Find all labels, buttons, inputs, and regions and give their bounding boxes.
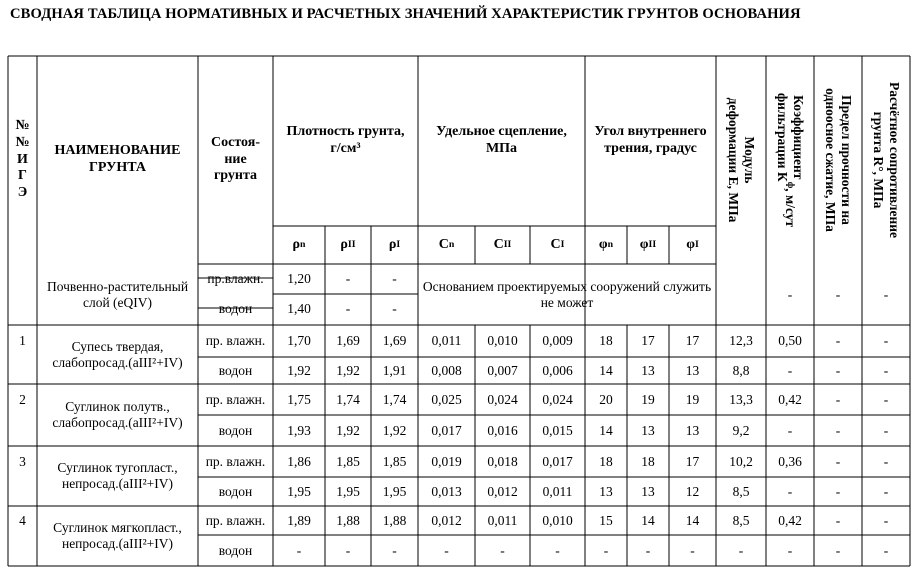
row-0-name: Почвенно-растительный слой (eQIV) <box>46 278 189 310</box>
row-2-phi_n: 20 <box>599 391 613 407</box>
row-4-c_n: 0,012 <box>431 512 462 528</box>
row-1-c_II: 0,010 <box>487 333 518 349</box>
row-0-rho-I: - <box>392 271 397 287</box>
row-3-resistance: - <box>883 453 889 469</box>
row-3-c_I: 0,017 <box>542 453 573 469</box>
row-1-filtration: - <box>787 362 793 378</box>
row-4-name: Суглинок мягкопласт., непросад.(aIII²+IV) <box>53 520 182 551</box>
row-3-rho_II: 1,95 <box>336 483 360 499</box>
header-cohesion: Удельное сцепление, МПа <box>436 124 567 156</box>
row-1-c_II: 0,007 <box>487 362 518 378</box>
row-4-phi_II: 14 <box>641 512 655 528</box>
row-3-filtration: 0,36 <box>778 453 802 469</box>
row-1-ige: 1 <box>19 333 26 349</box>
row-2-name: Суглинок полутв., слабопросад.(aIII²+IV) <box>52 399 183 430</box>
row-1-state: водон <box>218 362 253 378</box>
row-4-strength: - <box>835 512 841 528</box>
row-1-c_n: 0,008 <box>431 362 462 378</box>
row-3-strength: - <box>835 483 841 499</box>
subheader-rho-n: ρ n <box>292 236 306 252</box>
row-0-rho-n: 1,20 <box>287 271 311 287</box>
header-state: Состоя- ние грунта <box>211 134 260 184</box>
row-4-resistance: - <box>883 542 889 558</box>
row-0-note: Основанием проектируемых сооружений служить не может <box>422 278 712 310</box>
row-4-c_I: 0,010 <box>542 512 573 528</box>
row-3-state: пр. влажн. <box>205 453 266 469</box>
row-1-phi_n: 14 <box>599 362 613 378</box>
row-4-rho_II: - <box>345 542 351 558</box>
row-4-modulus: 8,5 <box>732 512 750 528</box>
row-3-phi_n: 18 <box>599 453 613 469</box>
row-3-rho_n: 1,95 <box>287 483 311 499</box>
row-3-rho_I: 1,95 <box>382 483 407 499</box>
row-0-filtration: - <box>787 286 793 302</box>
header-angle: Угол внутреннего трения, градус <box>594 124 707 156</box>
row-0-resistance: - <box>883 286 889 302</box>
row-4-phi_n: - <box>603 542 609 558</box>
row-1-rho_I: 1,91 <box>382 362 407 378</box>
row-4-c_I: - <box>555 542 560 558</box>
row-2-c_II: 0,024 <box>487 391 518 407</box>
header-density: Плотность грунта, г/см³ <box>286 124 405 156</box>
row-2-rho_n: 1,75 <box>287 391 311 407</box>
row-0-rho-II: - <box>345 271 351 287</box>
row-2-resistance: - <box>883 422 889 438</box>
row-3-c_n: 0,013 <box>431 483 462 499</box>
row-3-c_II: 0,012 <box>487 483 518 499</box>
row-2-modulus: 13,3 <box>729 391 753 407</box>
row-2-rho_n: 1,93 <box>287 422 311 438</box>
subheader-c-I: C I <box>550 236 565 252</box>
row-0-rho-I: - <box>392 301 397 317</box>
row-3-phi_II: 18 <box>641 453 655 469</box>
subheader-phi-II: φ II <box>639 236 657 252</box>
row-3-c_n: 0,019 <box>431 453 462 469</box>
row-1-rho_n: 1,70 <box>287 333 311 349</box>
subheader-rho-II: ρ II <box>340 236 356 252</box>
row-2-phi_n: 14 <box>599 422 613 438</box>
row-4-rho_I: 1,88 <box>382 512 407 528</box>
row-0-state: водон <box>218 301 253 317</box>
row-3-strength: - <box>835 453 841 469</box>
row-4-state: водон <box>218 542 253 558</box>
header-ige: № № И Г Э <box>15 118 30 201</box>
row-4-phi_I: 14 <box>685 512 700 528</box>
row-4-c_n: - <box>444 542 449 558</box>
row-4-phi_n: 15 <box>599 512 613 528</box>
row-4-modulus: - <box>738 542 744 558</box>
row-0-rho-n: 1,40 <box>287 301 311 317</box>
subheader-rho-I: ρ I <box>388 236 401 252</box>
subheader-c-n: C n <box>438 236 455 252</box>
row-4-phi_I: - <box>690 542 695 558</box>
row-3-phi_II: 13 <box>641 483 655 499</box>
row-3-rho_II: 1,85 <box>336 453 360 469</box>
row-1-phi_I: 13 <box>685 362 700 378</box>
row-4-filtration: 0,42 <box>778 512 802 528</box>
row-3-phi_I: 12 <box>685 483 700 499</box>
row-1-c_I: 0,009 <box>542 333 573 349</box>
header-strength: Предел прочности на одноосное сжатие, МПа <box>823 88 854 232</box>
row-4-ige: 4 <box>19 512 26 528</box>
row-1-state: пр. влажн. <box>205 333 266 349</box>
subheader-phi-n: φ n <box>598 236 614 252</box>
row-2-ige: 2 <box>19 391 26 407</box>
row-3-filtration: - <box>787 483 793 499</box>
row-4-rho_I: - <box>392 542 397 558</box>
header-resistance: Расчётное сопротивление грунта R°, МПа <box>871 81 902 239</box>
row-1-modulus: 8,8 <box>732 362 750 378</box>
row-4-phi_II: - <box>645 542 651 558</box>
row-2-strength: - <box>835 422 841 438</box>
row-2-phi_I: 19 <box>685 391 700 407</box>
row-1-strength: - <box>835 362 841 378</box>
row-3-name: Суглинок тугопласт., непросад.(aIII²+IV) <box>57 460 178 491</box>
row-1-rho_II: 1,69 <box>336 333 360 349</box>
row-1-phi_n: 18 <box>599 333 613 349</box>
subheader-phi-I: φ I <box>686 236 699 252</box>
row-4-c_II: - <box>500 542 505 558</box>
subheader-c-II: C II <box>493 236 512 252</box>
row-2-c_n: 0,025 <box>431 391 462 407</box>
row-1-rho_II: 1,92 <box>336 362 360 378</box>
row-2-strength: - <box>835 391 841 407</box>
row-4-resistance: - <box>883 512 889 528</box>
row-3-rho_n: 1,86 <box>287 453 311 469</box>
row-1-name: Супесь твердая, слабопросад.(aIII²+IV) <box>52 338 183 370</box>
row-2-phi_II: 19 <box>641 391 655 407</box>
row-3-resistance: - <box>883 483 889 499</box>
row-1-c_I: 0,006 <box>542 362 573 378</box>
row-2-state: водон <box>218 422 253 438</box>
row-4-rho_n: 1,89 <box>287 512 311 528</box>
row-1-phi_II: 17 <box>641 333 655 349</box>
row-2-rho_I: 1,74 <box>382 391 407 407</box>
row-1-phi_I: 17 <box>685 333 700 349</box>
row-1-c_n: 0,011 <box>431 333 462 349</box>
row-2-c_I: 0,024 <box>542 391 573 407</box>
row-2-c_n: 0,017 <box>431 422 462 438</box>
row-2-filtration: - <box>787 422 793 438</box>
row-4-c_II: 0,011 <box>487 512 518 528</box>
row-4-state: пр. влажн. <box>205 512 266 528</box>
row-0-state: пр.влажн. <box>207 271 264 287</box>
row-4-strength: - <box>835 542 841 558</box>
row-1-modulus: 12,3 <box>729 333 753 349</box>
row-1-rho_I: 1,69 <box>382 333 407 349</box>
row-1-resistance: - <box>883 362 889 378</box>
header-name: НАИМЕНОВАНИЕ ГРУНТА <box>54 143 181 175</box>
row-3-ige: 3 <box>19 453 26 469</box>
row-4-rho_II: 1,88 <box>336 512 360 528</box>
row-4-filtration: - <box>787 542 793 558</box>
row-3-phi_n: 13 <box>599 483 613 499</box>
row-0-rho-II: - <box>345 301 351 317</box>
row-2-modulus: 9,2 <box>732 422 750 438</box>
row-3-modulus: 8,5 <box>732 483 750 499</box>
row-3-c_II: 0,018 <box>487 453 518 469</box>
row-3-rho_I: 1,85 <box>382 453 407 469</box>
row-1-strength: - <box>835 333 841 349</box>
row-1-filtration: 0,50 <box>778 333 802 349</box>
header-modulus: Модуль деформации Е, МПа <box>726 97 757 223</box>
row-3-state: водон <box>218 483 253 499</box>
row-3-phi_I: 17 <box>685 453 700 469</box>
row-2-rho_I: 1,92 <box>382 422 407 438</box>
row-2-c_II: 0,016 <box>487 422 518 438</box>
row-4-rho_n: - <box>296 542 302 558</box>
row-1-rho_n: 1,92 <box>287 362 311 378</box>
row-2-phi_II: 13 <box>641 422 655 438</box>
header-filtration: Коэффициент фильтрации К ф , м/сут <box>775 92 806 228</box>
row-2-filtration: 0,42 <box>778 391 802 407</box>
row-1-resistance: - <box>883 333 889 349</box>
page-title: СВОДНАЯ ТАБЛИЦА НОРМАТИВНЫХ И РАСЧЕТНЫХ ЗНАЧЕНИЙ ХАРАКТЕРИСТИК ГРУНТОВ ОСНОВАНИЯ <box>10 6 801 22</box>
row-1-phi_II: 13 <box>641 362 655 378</box>
row-2-c_I: 0,015 <box>542 422 573 438</box>
row-2-rho_II: 1,92 <box>336 422 360 438</box>
row-2-phi_I: 13 <box>685 422 700 438</box>
row-3-c_I: 0,011 <box>542 483 573 499</box>
row-0-strength: - <box>835 286 841 302</box>
row-2-state: пр. влажн. <box>205 391 266 407</box>
row-2-resistance: - <box>883 391 889 407</box>
row-2-rho_II: 1,74 <box>336 391 360 407</box>
row-3-modulus: 10,2 <box>729 453 753 469</box>
